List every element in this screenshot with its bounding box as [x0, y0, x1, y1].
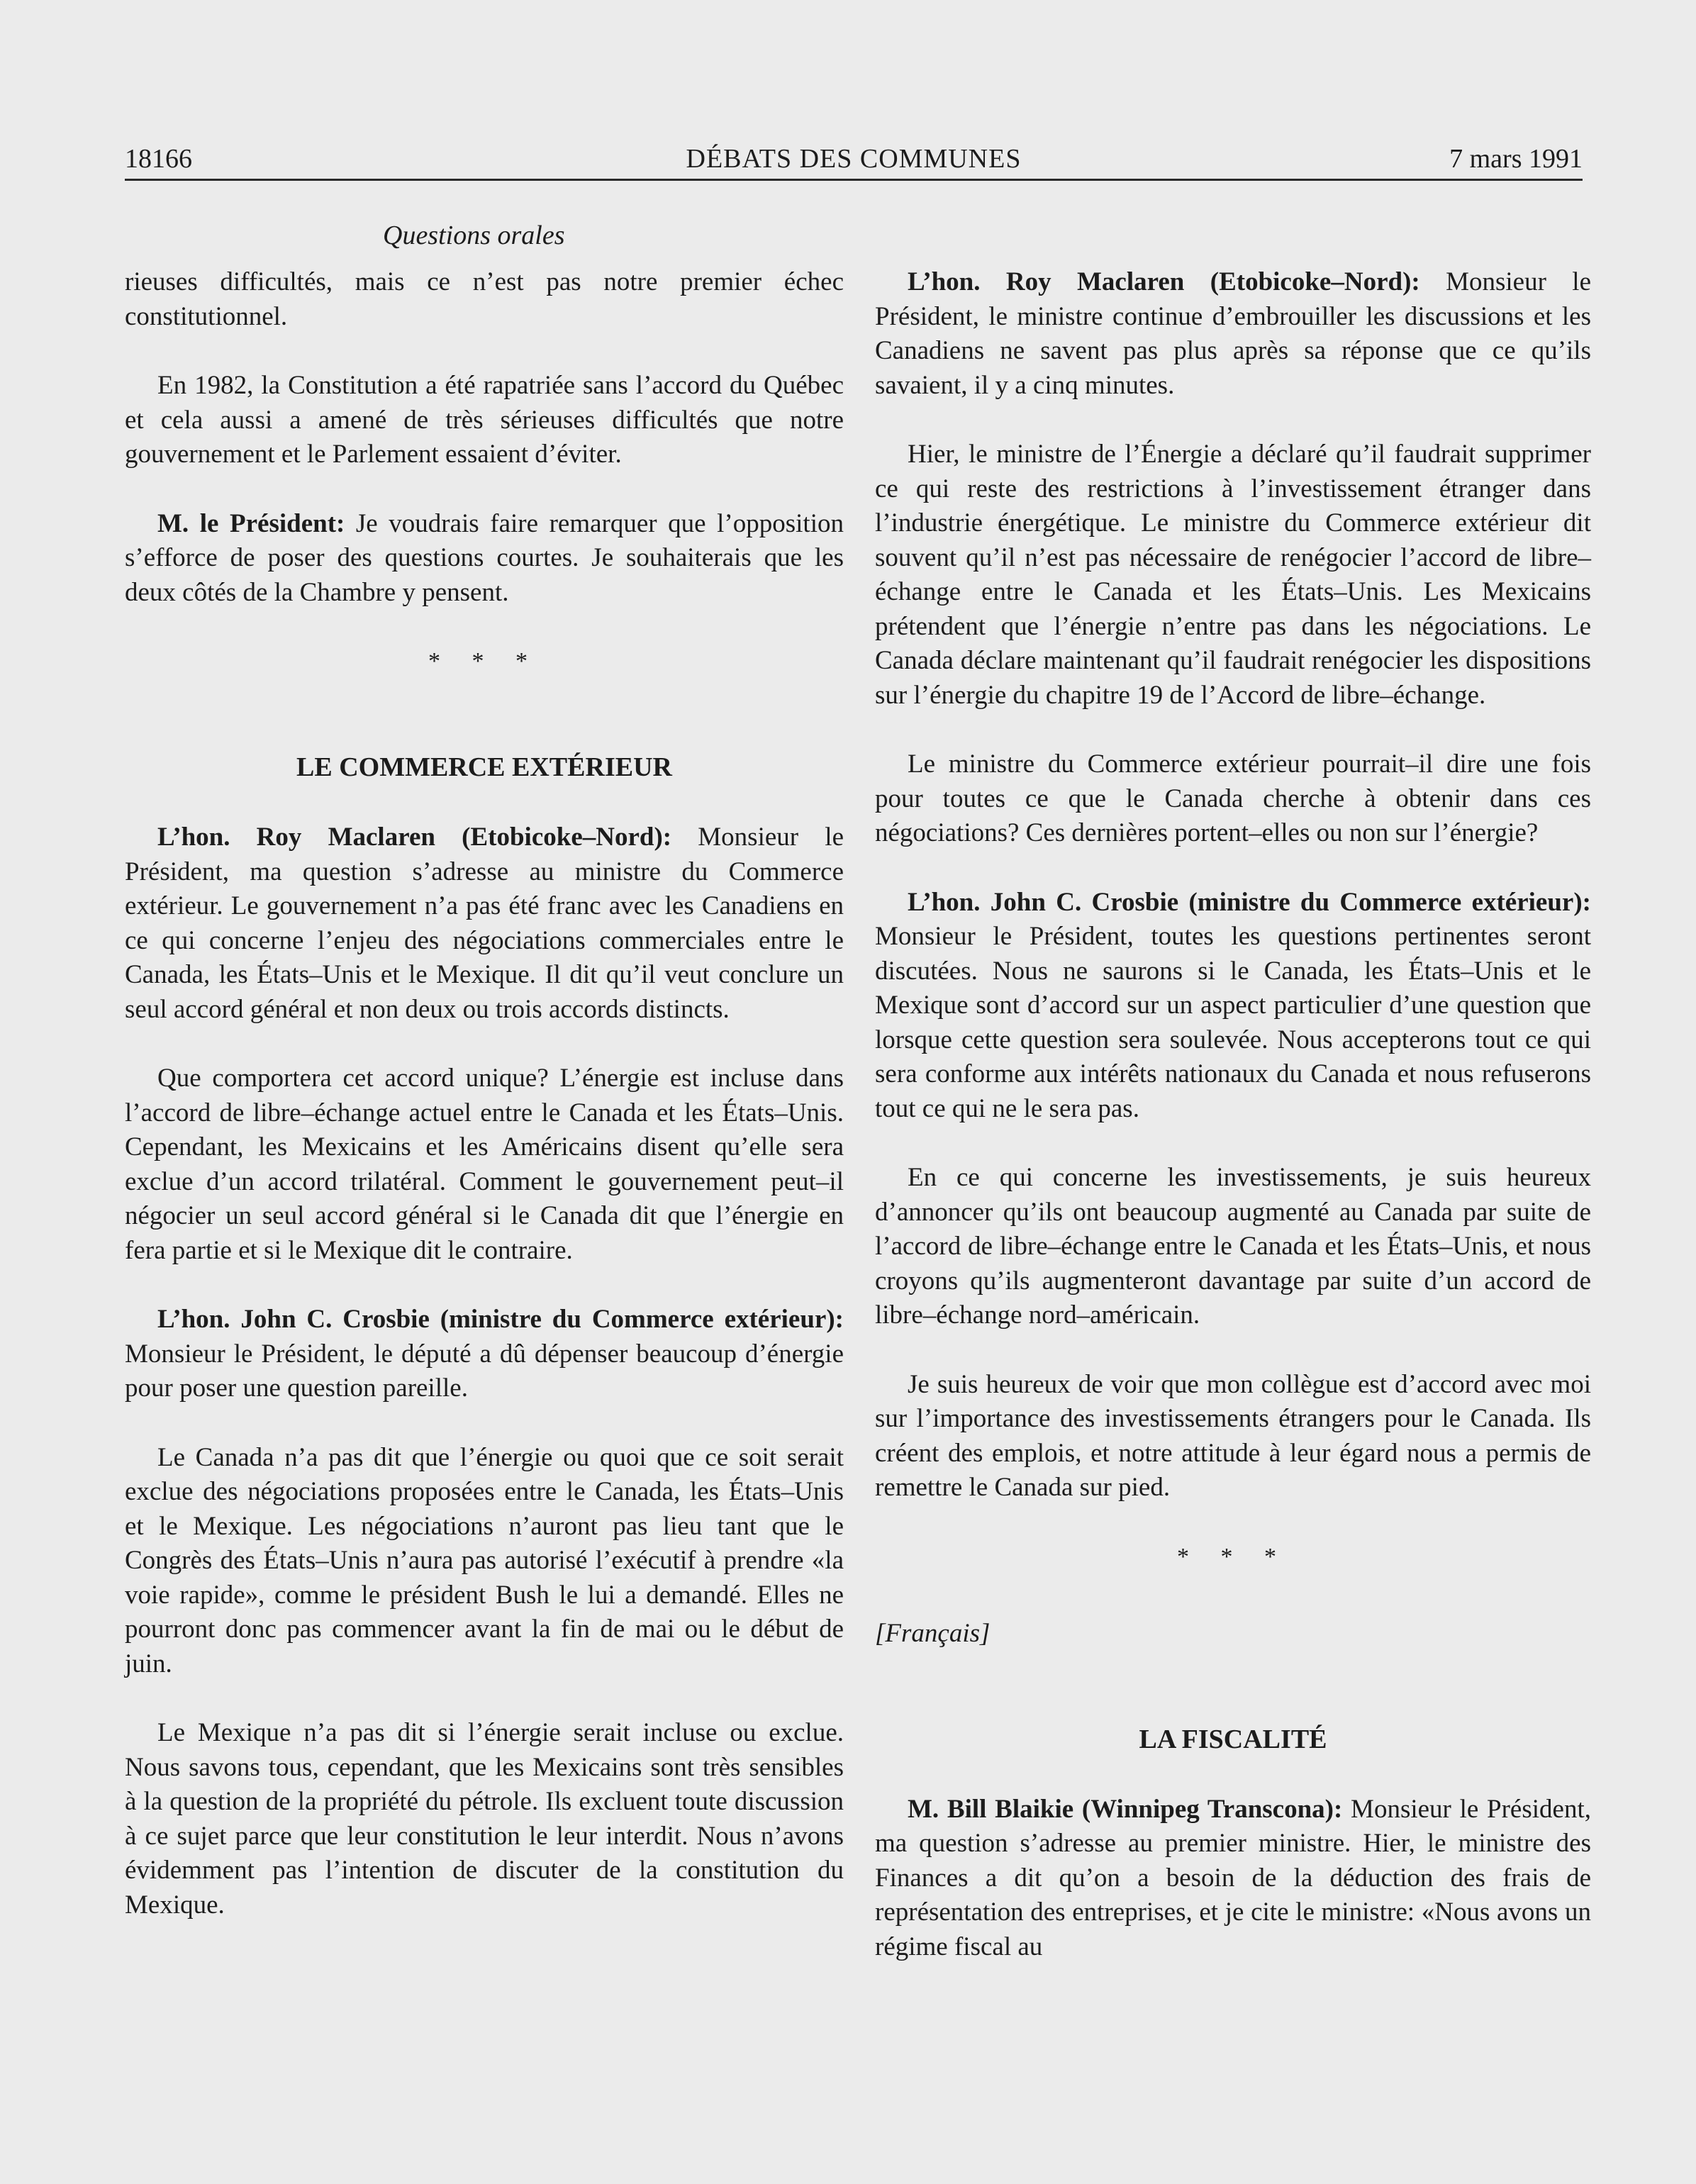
paragraph	[125, 507, 844, 611]
section-separator: * * *	[428, 648, 540, 674]
paragraph: Le ministre du Commerce extérieur pourrait–il dire une fois pour toutes ce que le Canada cherche à obtenir dans ces négociations? Ces dernières portent–elles ou non sur l’énergie?	[875, 750, 1591, 847]
header-rule	[125, 179, 1583, 181]
speaker-name: M. Bill Blaikie (Winnipeg Transcona):	[908, 1794, 1343, 1824]
paragraph	[875, 1793, 1591, 1965]
section-tag: Questions orales	[383, 221, 565, 250]
speech-text: Monsieur le Président, le député a dû dépenser beaucoup d’énergie pour poser une question pareille.	[125, 1339, 844, 1403]
speaker-name: M. le Président:	[157, 508, 345, 538]
speech-text: Monsieur le Président, ma question s’adresse au premier ministre. Hier, le ministre des Finances a dit qu’on a besoin de la déduction des frais de représentation des entreprises, et je cite le ministre: «Nous avons un régime fiscal au	[875, 1794, 1591, 1961]
paragraph	[875, 886, 1591, 1127]
publication-title: DÉBATS DES COMMUNES	[686, 144, 1022, 174]
right-column	[875, 265, 1591, 1999]
speech-text: Monsieur le Président, toutes les questions pertinentes seront discutées. Nous ne saurons si le Canada, les États–Unis et le Mexique sont d’accord sur un aspect particulier d’une question que lorsque cette question sera soulevée. Nous accepterons tout ce qui sera conforme aux intérêts nationaux du Canada et nous refuserons tout ce qui ne le sera pas.	[875, 922, 1591, 1123]
speech-text: Je voudrais faire remarquer que l’opposition s’efforce de poser des questions courtes. Je souhaiterais que les deux côtés de la Chambre y pensent.	[125, 508, 844, 607]
speaker-name: L’hon. John C. Crosbie (ministre du Commerce extérieur):	[908, 887, 1591, 917]
page-number: 18166	[125, 144, 192, 174]
paragraph: Hier, le ministre de l’Énergie a déclaré qu’il faudrait supprimer ce qui reste des restrictions à l’investissement étranger dans l’industrie énergétique. Le ministre du Commerce extérieur dit souvent qu’il n’est pas nécessaire de renégocier l’accord de libre–échange entre le Canada et les États–Unis. Les Mexicains prétendent que l’énergie n’entre pas dans les négociations. Le Canada déclare maintenant qu’il faudrait renégocier les dispositions sur l’énergie du chapitre 19 de l’Accord de libre–échange.	[875, 440, 1591, 710]
speaker-name: L’hon. Roy Maclaren (Etobicoke–Nord):	[908, 267, 1420, 296]
paragraph: En 1982, la Constitution a été rapatriée sans l’accord du Québec et cela aussi a amené de très sérieuses difficultés que notre gouvernement et le Parlement essaient d’éviter.	[125, 371, 844, 469]
issue-date: 7 mars 1991	[1449, 144, 1583, 174]
running-head	[125, 139, 1583, 179]
section-heading: LE COMMERCE EXTÉRIEUR	[296, 752, 672, 782]
speech-text: Monsieur le Président, le ministre continue d’embrouiller les discussions et les Canadiens ne savent pas plus après sa réponse que ce qu’ils savaient, il y a cinq minutes.	[875, 267, 1591, 400]
paragraph: En ce qui concerne les investissements, je suis heureux d’annoncer qu’ils ont beaucoup augmenté au Canada par suite de l’accord de libre–échange entre le Canada et les États–Unis, et nous croyons qu’ils augmenteront davantage par suite d’un accord de libre–échange nord–américain.	[875, 1163, 1591, 1330]
paragraph: Que comportera cet accord unique? L’énergie est incluse dans l’accord de libre–échange actuel entre le Canada et les États–Unis. Cependant, les Mexicains et les Américains disent qu’elle sera exclue d’un accord trilatéral. Comment le gouvernement peut–il négocier un seul accord général si le Canada dit que l’énergie en fera partie et si le Mexique dit le contraire.	[125, 1064, 844, 1265]
speech-text: Monsieur le Président, ma question s’adresse au ministre du Commerce extérieur. Le gouvernement n’a pas été franc avec les Canadiens en ce qui concerne l’enjeu des négociations commerciales entre le Canada, les États–Unis et le Mexique. Il dit qu’il veut conclure un seul accord général et non deux ou trois accords distincts.	[125, 823, 844, 1024]
paragraph	[125, 820, 844, 1027]
paragraph: Le Canada n’a pas dit que l’énergie ou quoi que ce soit serait exclue des négociations proposées entre le Canada, les États–Unis et le Mexique. Les négociations n’auront pas lieu tant que le Congrès des États–Unis n’aura pas autorisé l’exécutif à prendre «la voie rapide», comme le président Bush le lui a demandé. Elles ne pourront donc pas commencer avant la fin de mai ou le début de juin.	[125, 1442, 844, 1678]
paragraph	[875, 265, 1591, 403]
left-column	[125, 265, 844, 1957]
paragraph: Le Mexique n’a pas dit si l’énergie serait incluse ou exclue. Nous savons tous, cependant, que les Mexicains sont très sensibles à la question de la propriété du pétrole. Ils excluent toute discussion à ce sujet parce que leur constitution le leur interdit. Nous n’avons évidemment pas l’intention de discuter de la constitution du Mexique.	[125, 1718, 844, 1920]
speaker-name: L’hon. John C. Crosbie (ministre du Commerce extérieur):	[157, 1305, 844, 1334]
paragraph	[125, 1303, 844, 1406]
language-marker: [Français]	[875, 1618, 991, 1648]
section-heading: LA FISCALITÉ	[1139, 1724, 1327, 1754]
paragraph: Je suis heureux de voir que mon collègue est d’accord avec moi sur l’importance des investissements étrangers pour le Canada. Ils créent des emplois, et notre attitude à leur égard nous a permis de remettre le Canada sur pied.	[875, 1369, 1591, 1502]
paragraph: rieuses difficultés, mais ce n’est pas notre premier échec constitutionnel.	[125, 267, 844, 331]
section-separator: * * *	[1177, 1543, 1289, 1570]
speaker-name: L’hon. Roy Maclaren (Etobicoke–Nord):	[157, 823, 672, 852]
